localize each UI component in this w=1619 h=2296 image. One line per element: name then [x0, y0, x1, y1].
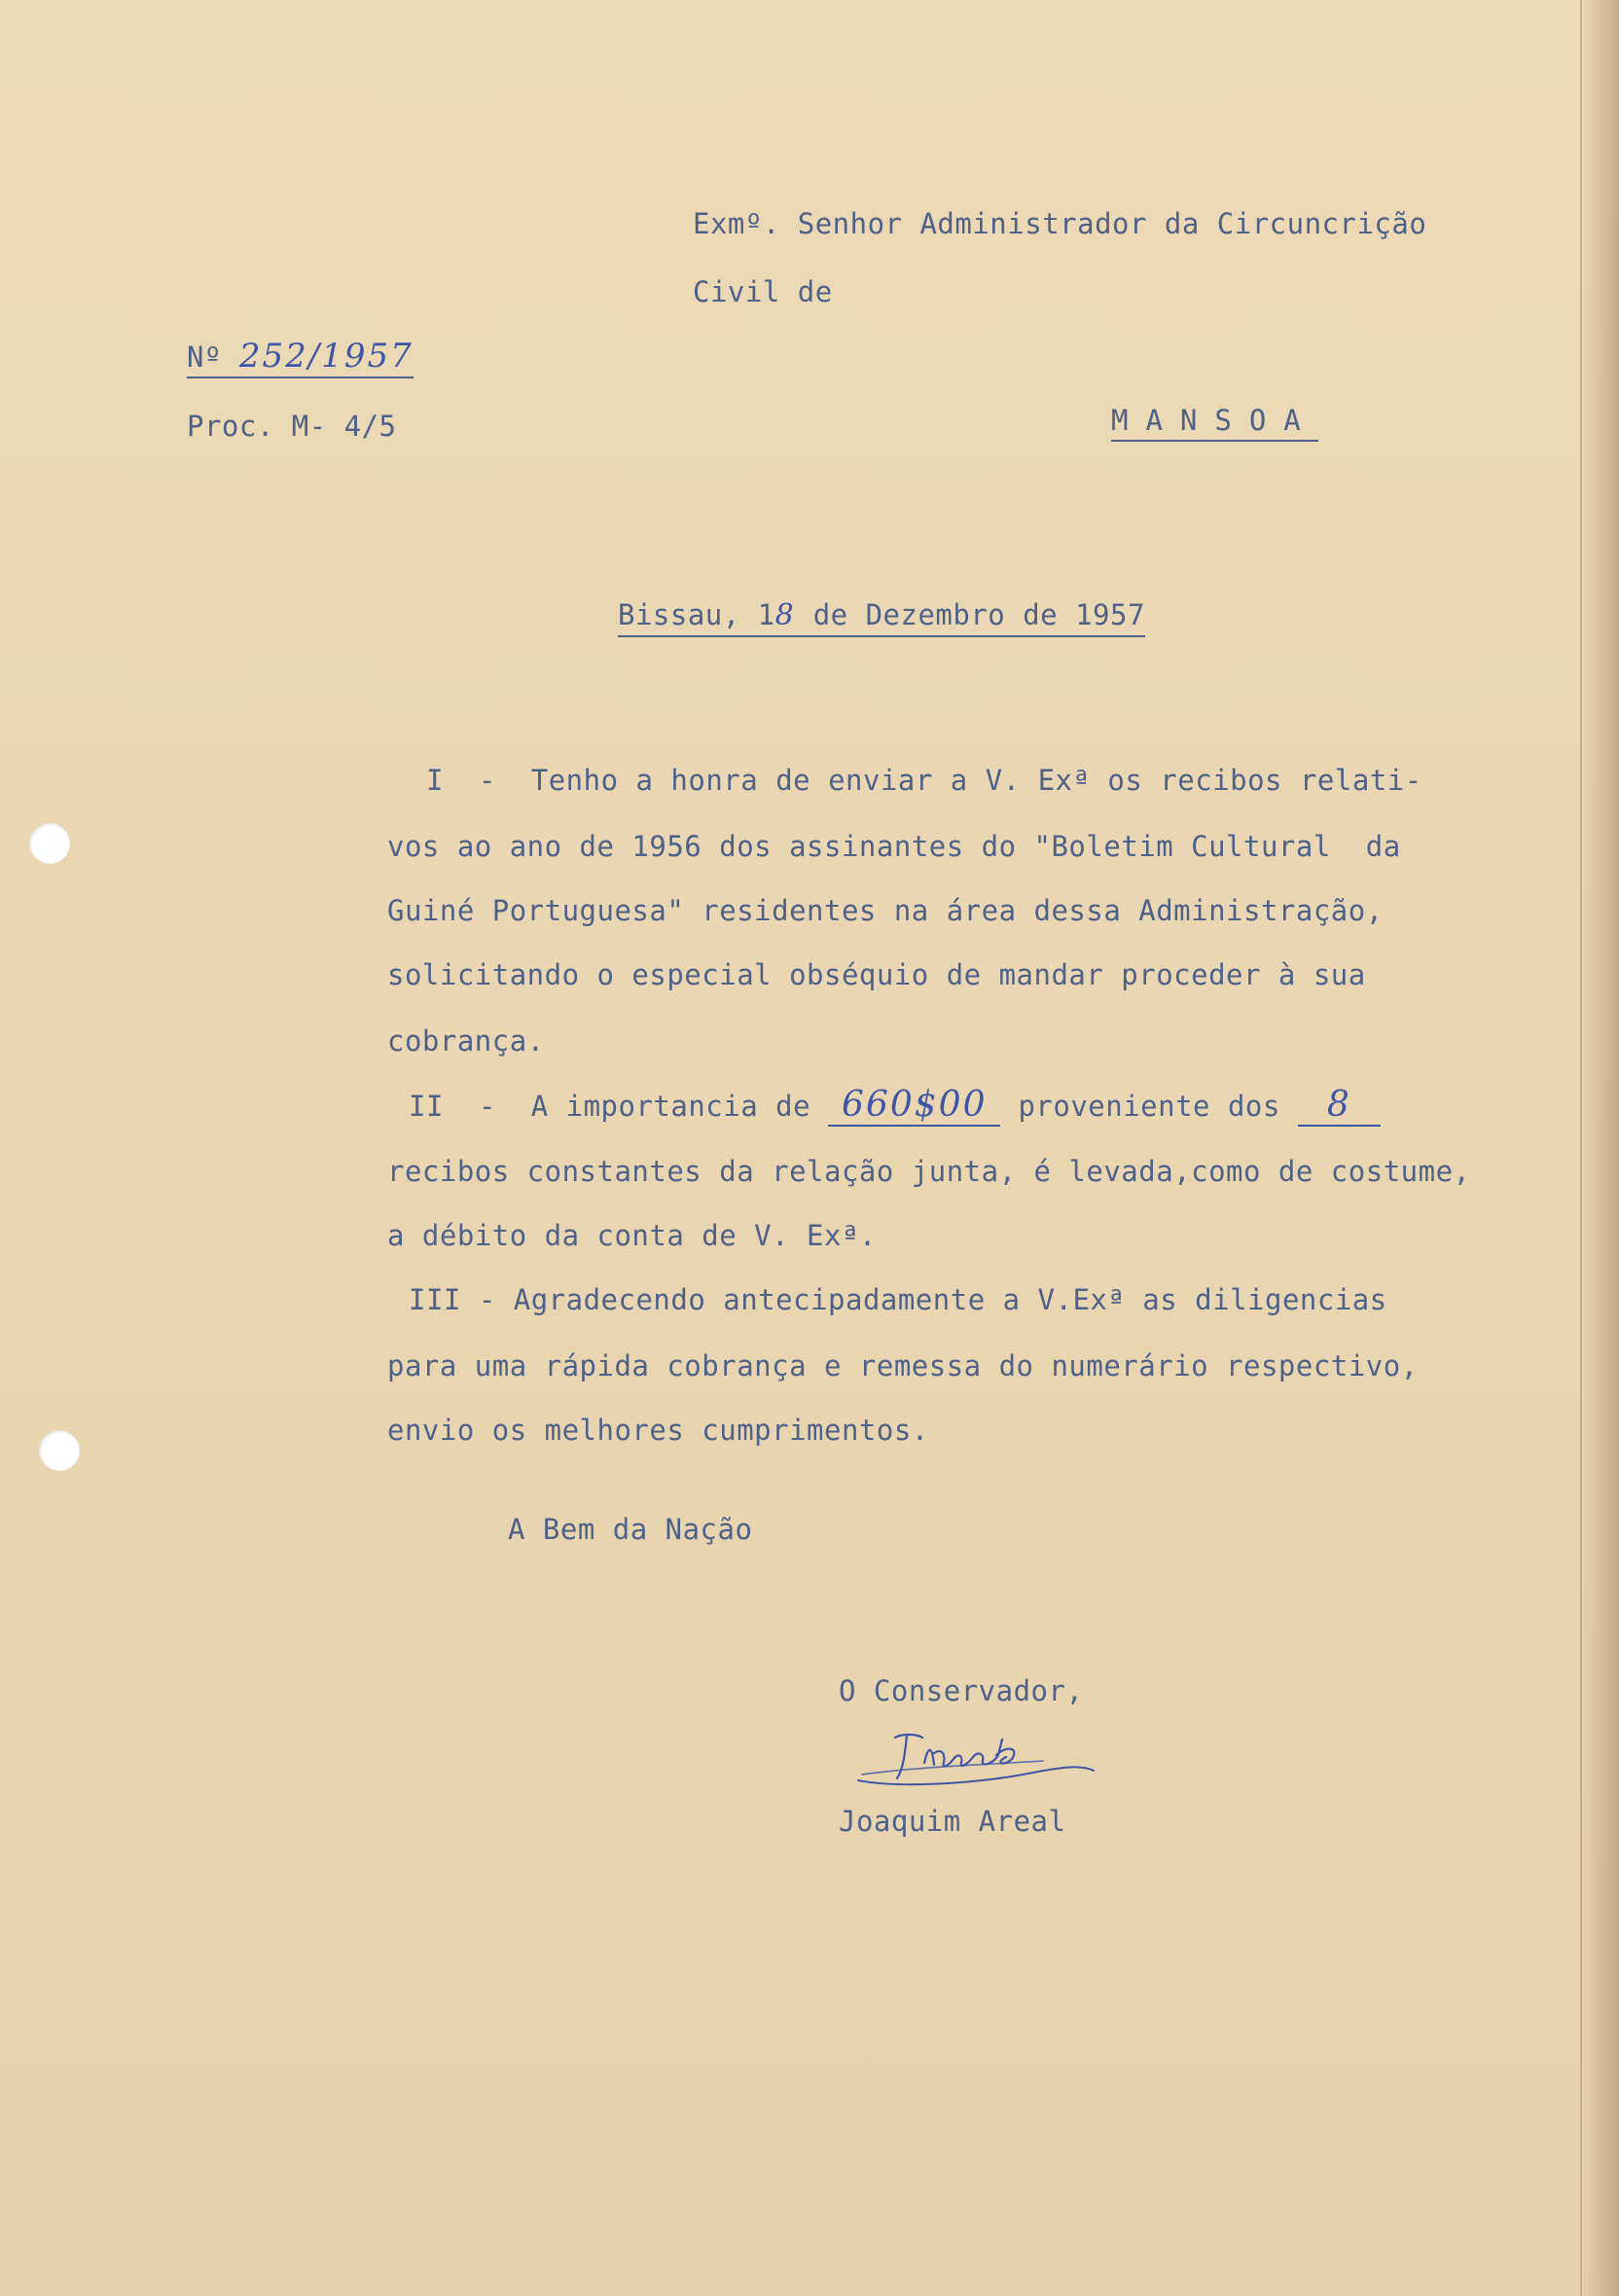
p2-line-3: a débito da conta de V. Exª.	[387, 1219, 877, 1252]
dateline	[618, 597, 1145, 637]
signatory-title: O Conservador,	[839, 1674, 1084, 1707]
salutation: A Bem da Nação	[508, 1513, 753, 1546]
destination: MANSOA	[1111, 403, 1318, 442]
p2-prefix: II - A importancia de	[409, 1090, 811, 1123]
recipient-line-2: Civil de	[693, 275, 833, 308]
p1-line-5: cobrança.	[387, 1024, 545, 1058]
page-edge-line	[1580, 0, 1582, 2296]
process-reference: Proc. M- 4/5	[187, 410, 397, 443]
handwritten-count: 8	[1298, 1085, 1381, 1127]
page-edge-shadow	[1580, 0, 1619, 2296]
p3-line-1: III - Agradecendo antecipadamente a V.Exª as diligencias	[409, 1283, 1387, 1316]
p3-line-3: envio os melhores cumprimentos.	[387, 1414, 929, 1447]
punch-hole-top	[29, 823, 70, 864]
signature	[839, 1716, 1131, 1804]
signature-scribble	[839, 1716, 1131, 1804]
reference-number	[187, 339, 414, 378]
signatory-name: Joaquim Areal	[839, 1805, 1066, 1838]
number-label: Nº	[187, 341, 222, 374]
p2-line-1	[409, 1085, 1381, 1125]
handwritten-number: 252/1957	[238, 337, 414, 376]
punch-hole-bottom	[39, 1430, 80, 1471]
handwritten-amount: 660$00	[828, 1085, 1000, 1127]
p2-line-2: recibos constantes da relação junta, é levada,como de costume,	[387, 1155, 1471, 1188]
p1-line-2: vos ao ano de 1956 dos assinantes do "Boletim Cultural da	[387, 830, 1401, 863]
p2-mid: proveniente dos	[1018, 1090, 1280, 1123]
recipient-line-1: Exmº. Senhor Administrador da Circuncrição	[693, 207, 1427, 240]
p3-line-2: para uma rápida cobrança e remessa do numerário respectivo,	[387, 1349, 1419, 1382]
date-suffix: de Dezembro de 1957	[795, 598, 1145, 631]
handwritten-day: 8	[774, 598, 796, 632]
p1-line-3: Guiné Portuguesa" residentes na área dessa Administração,	[387, 894, 1384, 927]
p1-line-1: I - Tenho a honra de enviar a V. Exª os recibos relati-	[426, 764, 1422, 797]
date-prefix: Bissau, 1	[618, 598, 775, 631]
p1-line-4: solicitando o especial obséquio de mandar proceder à sua	[387, 958, 1366, 991]
